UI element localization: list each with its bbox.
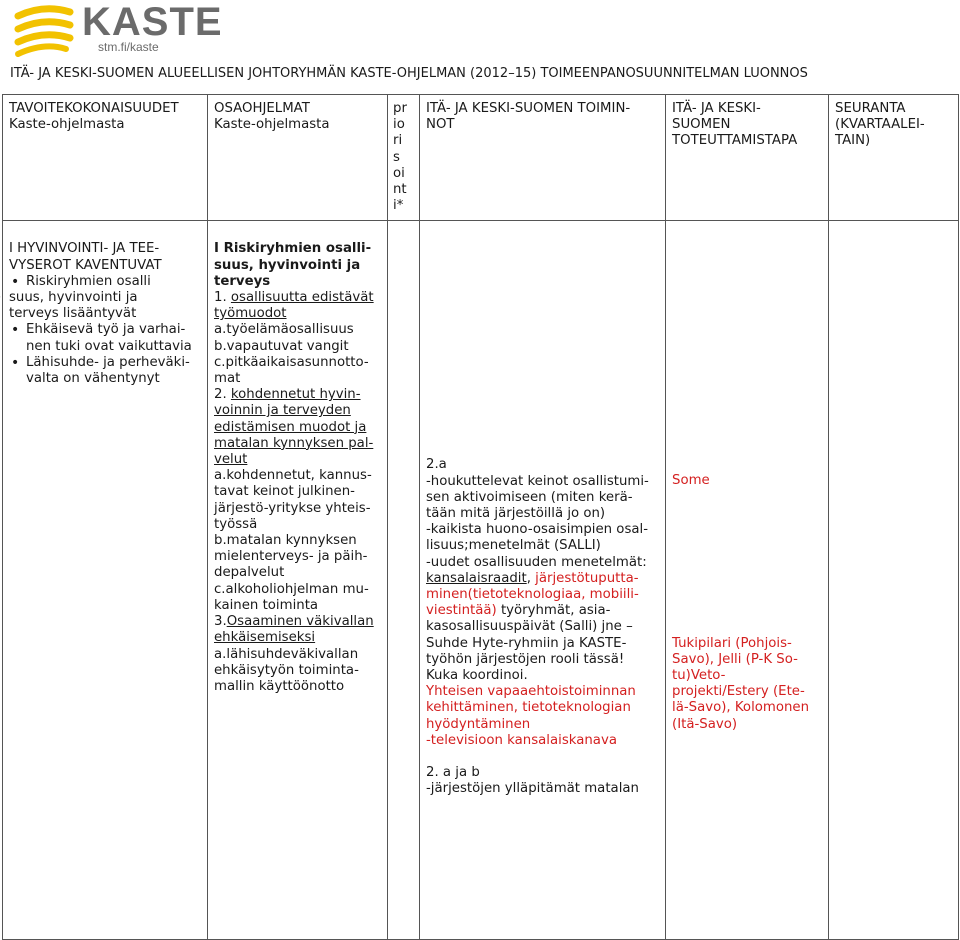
- logo-url: stm.fi/kaste: [98, 40, 159, 54]
- subprogram-item-2: kohdennetut hyvin-: [230, 387, 361, 403]
- subprogram-item-1: osallisuutta edistävät: [230, 290, 374, 306]
- goals-list-2: [9, 322, 201, 387]
- header-goals: TAVOITEKOKONAISUUDET Kaste-ohjelmasta: [3, 95, 208, 221]
- action-label-2ab: 2. a ja b: [426, 765, 480, 781]
- subprogram-heading: I Riskiryhmien osalli-: [214, 241, 372, 257]
- goal-continuation: • suus, hyvinvointi ja terveys lisääntyvät: [0, 290, 201, 322]
- subprograms-cell: I Riskiryhmien osalli- suus, hyvinvointi ja terveys 1. osallisuutta edistävät työmuodot a.työelämäosallisuus b.vapautuvat vangit c.pitkäaikaisasunnotto- mat 2. kohdennetut hyvin- voinnin ja terveyden edistämisen muodot ja matalan kynnyksen pal- velut a.kohdennetut, kannus- tavat keinot julkinen- järjestö-yritykse yhteis- työssä b.matalan kynnyksen mielenterveys- ja päih- depalvelut c.alkoholiohjelman mu- kainen toiminta 3.Osaaminen väkivallan ehkäisemiseksi a.lähisuhdeväkivallan ehkäisytyön toiminta- mallin käyttöönotto: [208, 221, 388, 940]
- kaste-logo: [14, 0, 223, 58]
- header-priority: pr io ri s oi nt i*: [388, 95, 420, 221]
- goals-heading: I HYVINVOINTI- JA TEE-: [9, 241, 160, 257]
- goal-bullet: • Riskiryhmien osalli: [9, 274, 201, 290]
- goal-bullet: • Lähisuhde- ja perheväki- valta on vähentynyt: [9, 355, 201, 387]
- header-row: [3, 95, 959, 221]
- header-implementation: ITÄ- JA KESKI- SUOMEN TOTEUTTAMISTAPA: [666, 95, 829, 221]
- document-title: ITÄ- JA KESKI-SUOMEN ALUEELLISEN JOHTORYHMÄN KASTE-OHJELMAN (2012–15) TOIMEENPANOSUUNNITELMAN LUONNOS: [10, 66, 808, 81]
- goals-list: [9, 274, 201, 323]
- priority-cell: [388, 221, 420, 940]
- header-actions: ITÄ- JA KESKI-SUOMEN TOIMIN- NOT: [420, 95, 666, 221]
- content-row: [3, 221, 959, 940]
- actions-cell: 2.a -houkuttelevat keinot osallistumi- sen aktivoimiseen (miten kerä- tään mitä järjestöillä jo on) -kaikista huono-osaisimpien osal- lisuus;menetelmät (SALLI) -uudet osallisuuden menetelmät: kansalaisraadit, järjestötuputta- minen(tietoteknologiaa, mobiili- viestintää) työryhmät, asia- kasosallisuuspäivät (Salli) jne – Suhde Hyte-ryhmiin ja KASTE- työhön järjestöjen rooli tässä! Kuka koordinoi. Yhteisen vapaaehtoistoiminnan kehittäminen, tietoteknologian hyödyntäminen -televisioon kansalaiskanava 2. a ja b -järjestöjen ylläpitämät matalan: [420, 221, 666, 940]
- monitoring-cell: [829, 221, 959, 940]
- header-subprograms: OSAOHJELMAT Kaste-ohjelmasta: [208, 95, 388, 221]
- plan-table: [2, 94, 959, 940]
- subprogram-item-3: Osaaminen väkivallan: [226, 614, 374, 630]
- implementation-cell: Some Tukipilari (Pohjois- Savo), Jelli (P-K So- tu)Veto- projekti/Estery (Ete- lä-Savo), Kolomonen (Itä-Savo): [666, 221, 829, 940]
- goal-bullet: • Ehkäisevä työ ja varhai- nen tuki ovat vaikuttavia: [9, 322, 201, 354]
- kansalaisraadit-text: kansalaisraadit: [426, 570, 527, 586]
- header-monitoring: SEURANTA (KVARTAALEI- TAIN): [829, 95, 959, 221]
- goals-cell: I HYVINVOINTI- JA TEE- VYSEROT KAVENTUVAT • Riskiryhmien osalli • suus, hyvinvointi ja terveys lisääntyvät • Ehkäisevä työ ja varhai- nen tuki ovat vaikuttavia • Lähisuhde- ja perheväki- valta on vähentynyt: [3, 221, 208, 940]
- some-text: Some: [672, 473, 710, 489]
- logo-wordmark: KASTE: [82, 0, 223, 44]
- action-label-2a: 2.a: [426, 457, 447, 473]
- kaste-logo-mark: [14, 2, 76, 58]
